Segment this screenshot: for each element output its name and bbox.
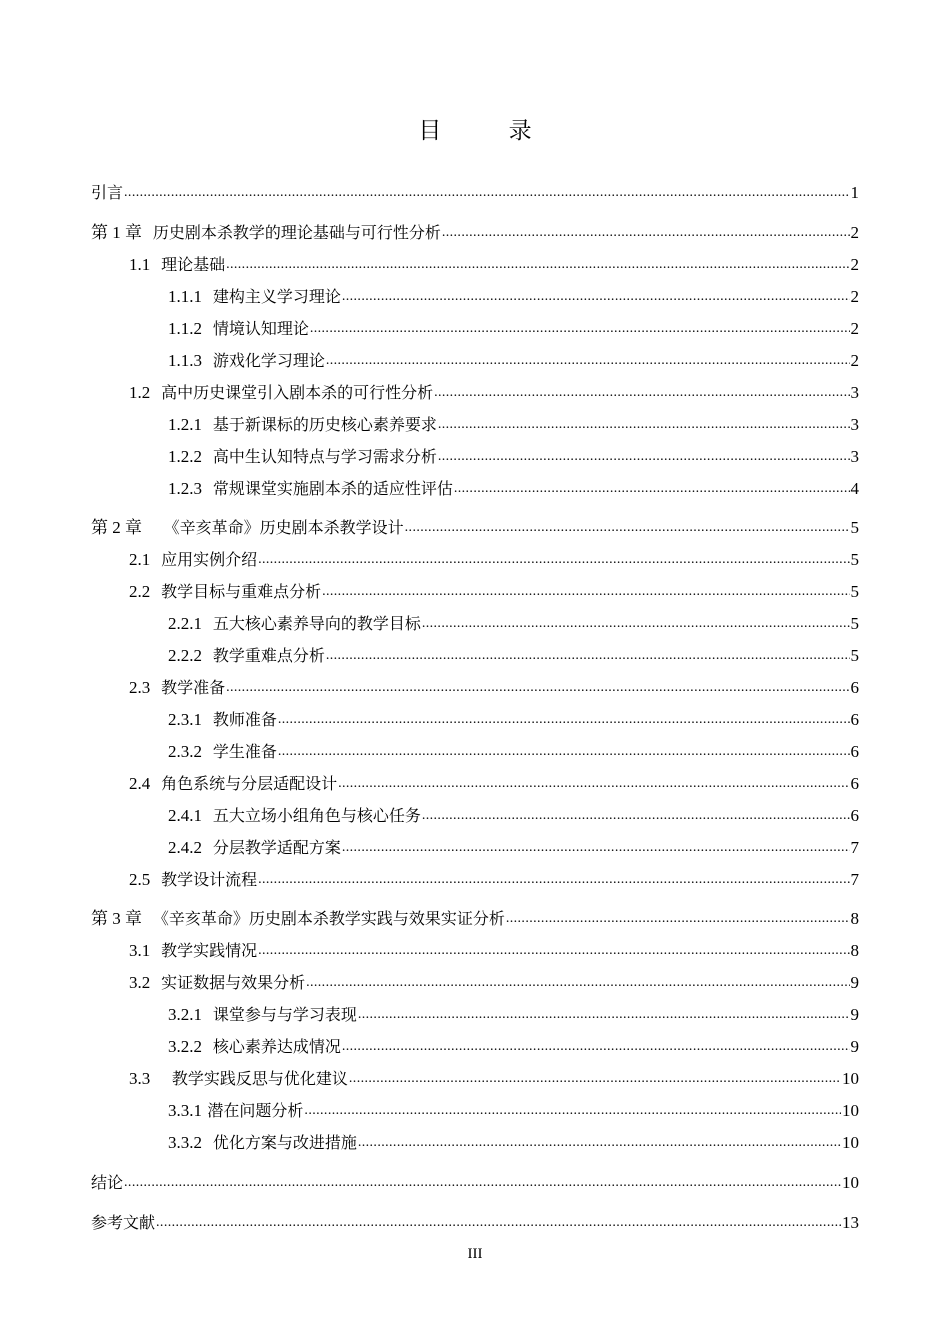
toc-entry[interactable] [91,869,859,891]
entry-number: 1.2 [129,383,151,402]
entry-page: 5 [850,614,859,633]
entry-number: 2.1 [129,550,151,569]
leader-dots [326,643,850,667]
leader-dots [405,515,850,539]
entry-page: 7 [850,838,859,857]
entry-label: 教学准备 [161,678,226,697]
entry-number: 3.2.2 [168,1037,202,1056]
leader-dots [278,739,850,763]
entry-page: 3 [850,383,859,402]
entry-label: 教学目标与重难点分析 [161,582,322,601]
entry-label: 常规课堂实施剧本杀的适应性评估 [212,479,453,498]
entry-label: 基于新课标的历史核心素养要求 [212,415,437,434]
entry-label: 教学实践情况 [161,941,258,960]
entry-number: 2.2 [129,582,151,601]
toc-entry[interactable] [91,773,859,795]
entry-label: 应用实例介绍 [161,550,258,569]
entry-label: 引言 [91,183,124,202]
entry-page: 5 [850,582,859,601]
toc-entry[interactable] [91,645,859,667]
leader-dots [278,707,850,731]
entry-page: 1 [850,183,859,202]
entry-label: 高中历史课堂引入剧本杀的可行性分析 [161,383,434,402]
entry-page: 9 [850,973,859,992]
entry-page: 2 [850,223,859,242]
entry-label: 优化方案与改进措施 [212,1133,357,1152]
entry-page: 10 [842,1133,859,1152]
leader-dots [342,835,850,859]
leader-dots [304,1098,841,1122]
entry-page: 9 [850,1037,859,1056]
entry-page: 8 [850,909,859,928]
toc-entry[interactable] [91,1132,859,1154]
entry-label: 教学实践反思与优化建议 [171,1069,348,1088]
entry-page: 5 [850,550,859,569]
toc-entry[interactable] [91,478,859,500]
toc-entry[interactable] [91,677,859,699]
leader-dots [258,938,849,962]
toc-entry[interactable] [91,709,859,731]
leader-dots [454,476,850,500]
entry-label: 历史剧本杀教学的理论基础与可行性分析 [152,223,441,242]
entry-label: 理论基础 [161,255,226,274]
leader-dots [434,380,849,404]
toc-entry[interactable] [91,837,859,859]
entry-number: 2.4 [129,774,151,793]
entry-page: 2 [850,351,859,370]
entry-number: 1.1.2 [168,319,202,338]
leader-dots [226,252,849,276]
entry-page: 5 [850,518,859,537]
entry-label: 五大立场小组角色与核心任务 [212,806,421,825]
toc-entry[interactable] [91,741,859,763]
leader-dots [349,1066,841,1090]
entry-number: 1.1.3 [168,351,202,370]
toc-entry[interactable] [91,350,859,372]
entry-number: 第 1 章 [91,223,142,242]
entry-number: 3.3.2 [168,1133,202,1152]
entry-label: 游戏化学习理论 [212,351,325,370]
leader-dots [326,348,850,372]
entry-label: 情境认知理论 [212,319,309,338]
entry-label: 五大核心素养导向的教学目标 [212,614,421,633]
toc-entry[interactable] [91,940,859,962]
leader-dots [338,771,849,795]
entry-number: 2.3 [129,678,151,697]
leader-dots [438,444,850,468]
toc-entry[interactable] [91,581,859,603]
entry-number: 第 3 章 [91,909,142,928]
entry-label: 角色系统与分层适配设计 [161,774,338,793]
entry-number: 3.1 [129,941,151,960]
entry-label: 《辛亥革命》历史剧本杀教学设计 [163,518,404,537]
toc-entry[interactable] [91,286,859,308]
leader-dots [438,412,850,436]
entry-label: 教学重难点分析 [212,646,325,665]
entry-page: 8 [850,941,859,960]
leader-dots [422,803,850,827]
toc-entry[interactable] [91,318,859,340]
entry-page: 10 [842,1069,859,1088]
toc-entry[interactable] [91,1036,859,1058]
entry-page: 2 [850,255,859,274]
toc-entry[interactable] [91,613,859,635]
entry-number: 第 2 章 [91,518,142,537]
entry-number: 2.4.1 [168,806,202,825]
toc-entry[interactable] [91,805,859,827]
entry-page: 6 [850,742,859,761]
entry-page: 6 [850,710,859,729]
entry-page: 2 [850,319,859,338]
toc-entry[interactable] [91,382,859,404]
leader-dots [124,1170,841,1194]
toc-entry[interactable] [91,972,859,994]
entry-label: 高中生认知特点与学习需求分析 [212,447,437,466]
entry-page: 6 [850,806,859,825]
toc-entry[interactable] [91,254,859,276]
entry-page: 6 [850,774,859,793]
entry-label: 学生准备 [212,742,277,761]
entry-page: 6 [850,678,859,697]
toc-entry[interactable] [91,549,859,571]
leader-dots [258,867,849,891]
entry-label: 分层教学适配方案 [212,838,341,857]
entry-label: 结论 [91,1173,124,1192]
toc-entry[interactable] [91,1212,859,1234]
toc-title: 目 录 [418,118,562,144]
entry-page: 5 [850,646,859,665]
leader-dots [124,180,849,204]
entry-label: 建构主义学习理论 [212,287,341,306]
entry-page: 2 [850,287,859,306]
leader-dots [226,675,849,699]
entry-page: 4 [850,479,859,498]
entry-number: 3.3.1 [168,1101,202,1120]
entry-number: 1.1.1 [168,287,202,306]
toc-entry[interactable] [91,517,859,539]
entry-page: 13 [842,1213,859,1232]
entry-page: 7 [850,870,859,889]
entry-label: 参考文献 [91,1213,156,1232]
leader-dots [342,284,850,308]
entry-label: 课堂参与与学习表现 [212,1005,357,1024]
entry-number: 1.1 [129,255,151,274]
leader-dots [306,970,849,994]
leader-dots [156,1210,841,1234]
entry-number: 3.2 [129,973,151,992]
entry-number: 2.5 [129,870,151,889]
leader-dots [258,547,849,571]
leader-dots [442,220,850,244]
entry-number: 1.2.3 [168,479,202,498]
toc-entry[interactable] [91,414,859,436]
entry-page: 9 [850,1005,859,1024]
toc-entry[interactable] [91,1172,859,1194]
entry-page: 10 [842,1173,859,1192]
leader-dots [342,1034,850,1058]
leader-dots [322,579,849,603]
leader-dots [422,611,850,635]
leader-dots [506,906,850,930]
entry-label: 教师准备 [212,710,277,729]
leader-dots [358,1002,850,1026]
leader-dots [310,316,850,340]
entry-number: 1.2.1 [168,415,202,434]
entry-page: 3 [850,415,859,434]
entry-label: 潜在问题分析 [207,1101,304,1120]
toc-entry[interactable] [91,908,859,930]
entry-number: 2.2.2 [168,646,202,665]
entry-number: 2.3.1 [168,710,202,729]
entry-label: 教学设计流程 [161,870,258,889]
page-number: III [467,1246,483,1262]
entry-label: 实证数据与效果分析 [161,973,306,992]
toc-entry[interactable] [91,1004,859,1026]
entry-number: 3.3 [129,1069,151,1088]
leader-dots [358,1130,841,1154]
entry-number: 2.2.1 [168,614,202,633]
entry-page: 10 [842,1101,859,1120]
entry-label: 《辛亥革命》历史剧本杀教学实践与效果实证分析 [152,909,505,928]
toc-entry[interactable] [91,222,859,244]
entry-number: 2.4.2 [168,838,202,857]
toc-entry[interactable] [91,182,859,204]
toc-entry[interactable] [91,446,859,468]
entry-label: 核心素养达成情况 [212,1037,341,1056]
entry-number: 3.2.1 [168,1005,202,1024]
entry-page: 3 [850,447,859,466]
entry-number: 1.2.2 [168,447,202,466]
toc-entry[interactable] [91,1068,859,1090]
toc-entry[interactable] [91,1100,859,1122]
entry-number: 2.3.2 [168,742,202,761]
